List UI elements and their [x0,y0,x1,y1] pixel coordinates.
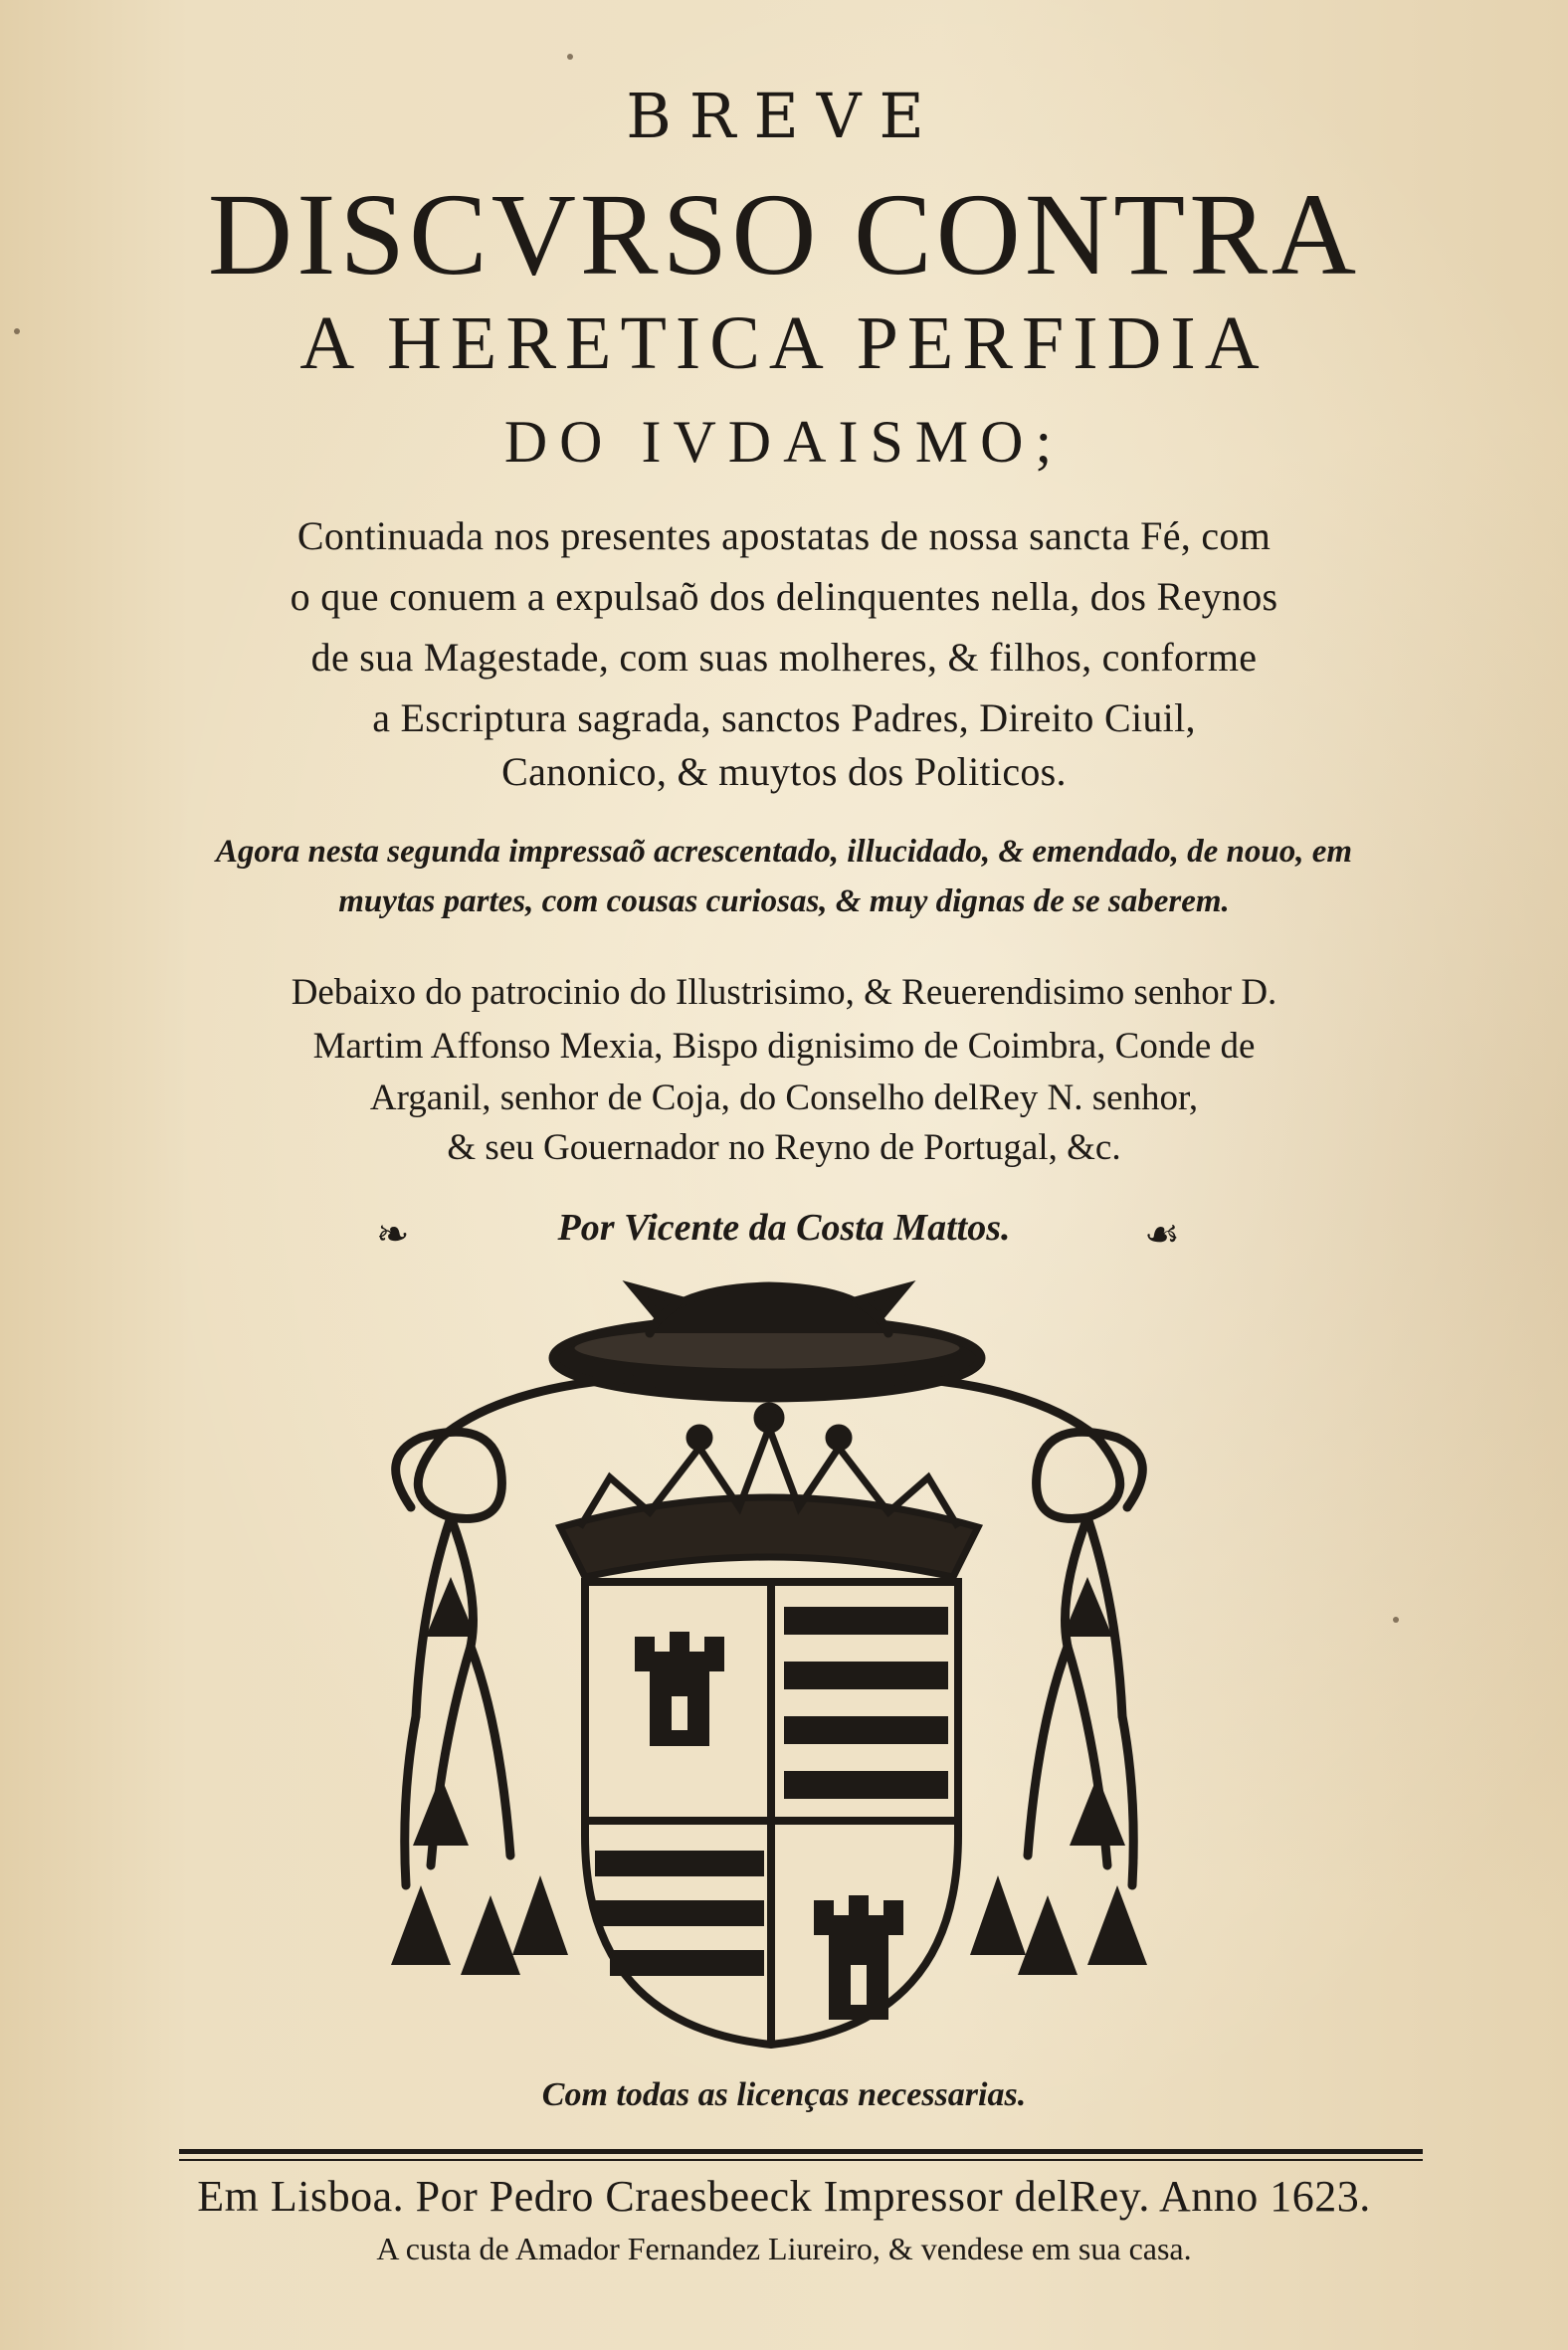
title-iudaismo: DO IVDAISMO; [503,409,1065,475]
title-breve: BREVE [626,80,942,152]
imprint-line-2: A custa de Amador Fernandez Liureiro, & vendese em sua casa. [376,2231,1192,2266]
imprint-line-1: Em Lisboa. Por Pedro Craesbeeck Impressor delRey. Anno 1623. [197,2172,1371,2221]
foxing-spot [1393,1617,1399,1623]
title-heretica: A HERETICA PERFIDIA [299,301,1269,385]
coat-of-arms-icon [381,1278,1157,2064]
title-discurso: DISCVRSO CONTRA [207,169,1361,299]
subtitle-line: Canonico, & muytos dos Politicos. [501,749,1067,794]
fleuron-right-icon: ☙ [1144,1212,1180,1258]
patronage-line: Martim Affonso Mexia, Bispo dignisimo de Coimbra, Conde de [312,1026,1256,1067]
subtitle-line: de sua Magestade, com suas molheres, & filhos, conforme [310,635,1258,680]
author-line [0,1206,1568,1266]
patronage-line: & seu Gouernador no Reyno de Portugal, &c. [447,1127,1121,1168]
subtitle-line: Continuada nos presentes apostatas de nossa sancta Fé, com [296,513,1272,558]
edition-note-line: muytas partes, com cousas curiosas, & muy dignas de se saberem. [338,883,1230,919]
patronage-line: Debaixo do patrocinio do Illustrisimo, & Reuerendisimo senhor D. [291,972,1277,1013]
foxing-spot [567,54,573,60]
patronage-line: Arganil, senhor de Coja, do Conselho delRey N. senhor, [369,1077,1199,1118]
imprint-rule [179,2149,1423,2154]
foxing-spot [14,328,20,334]
license-note: Com todas as licenças necessarias. [541,2076,1027,2113]
subtitle-line: a Escriptura sagrada, sanctos Padres, Direito Ciuil, [372,695,1196,740]
edition-note-line: Agora nesta segunda impressaõ acrescentado, illucidado, & emendado, de nouo, em [215,834,1353,870]
imprint-rule-thin [179,2159,1423,2161]
fleuron-left-icon: ❧ [376,1212,410,1258]
author-name: Por Vicente da Costa Mattos. [557,1207,1011,1249]
subtitle-line: o que conuem a expulsaõ dos delinquentes nella, dos Reynos [290,574,1278,619]
